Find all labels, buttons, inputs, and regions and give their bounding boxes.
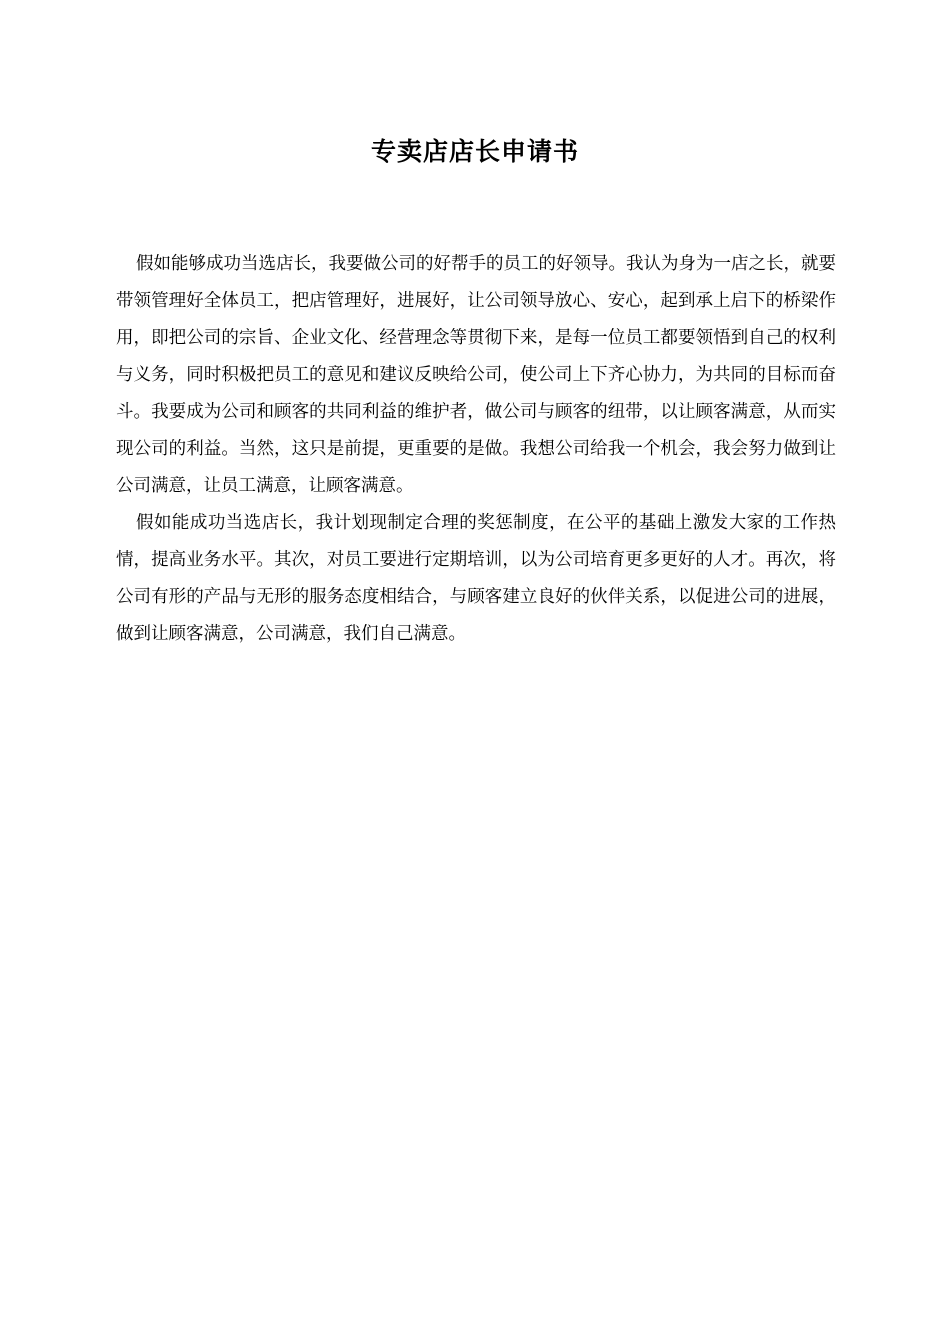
document-body [116,246,836,653]
document-title: 专卖店店长申请书 [370,137,579,166]
paragraph-1: 假如能够成功当选店长，我要做公司的好帮手的员工的好领导。我认为身为一店之长，就要带领管理好全体员工，把店管理好，进展好，让公司领导放心、安心，起到承上启下的桥梁作用，即把公司的宗旨、企业文化、经营理念等贯彻下来，是每一位员工都要领悟到自己的权利与义务，同时积极把员工的意见和建议反映给公司，使公司上下齐心协力，为共同的目标而奋斗。我要成为公司和顾客的共同利益的维护者，做公司与顾客的纽带，以让顾客满意，从而实现公司的利益。当然，这只是前提，更重要的是做。我想公司给我一个机会，我会努力做到让公司满意，让员工满意，让顾客满意。 [116,254,836,496]
paragraph-2: 假如能成功当选店长，我计划现制定合理的奖惩制度，在公平的基础上激发大家的工作热情，提高业务水平。其次，对员工要进行定期培训，以为公司培育更多更好的人才。再次，将公司有形的产品与无形的服务态度相结合，与顾客建立良好的伙伴关系，以促进公司的进展，做到让顾客满意，公司满意，我们自己满意。 [116,513,836,644]
